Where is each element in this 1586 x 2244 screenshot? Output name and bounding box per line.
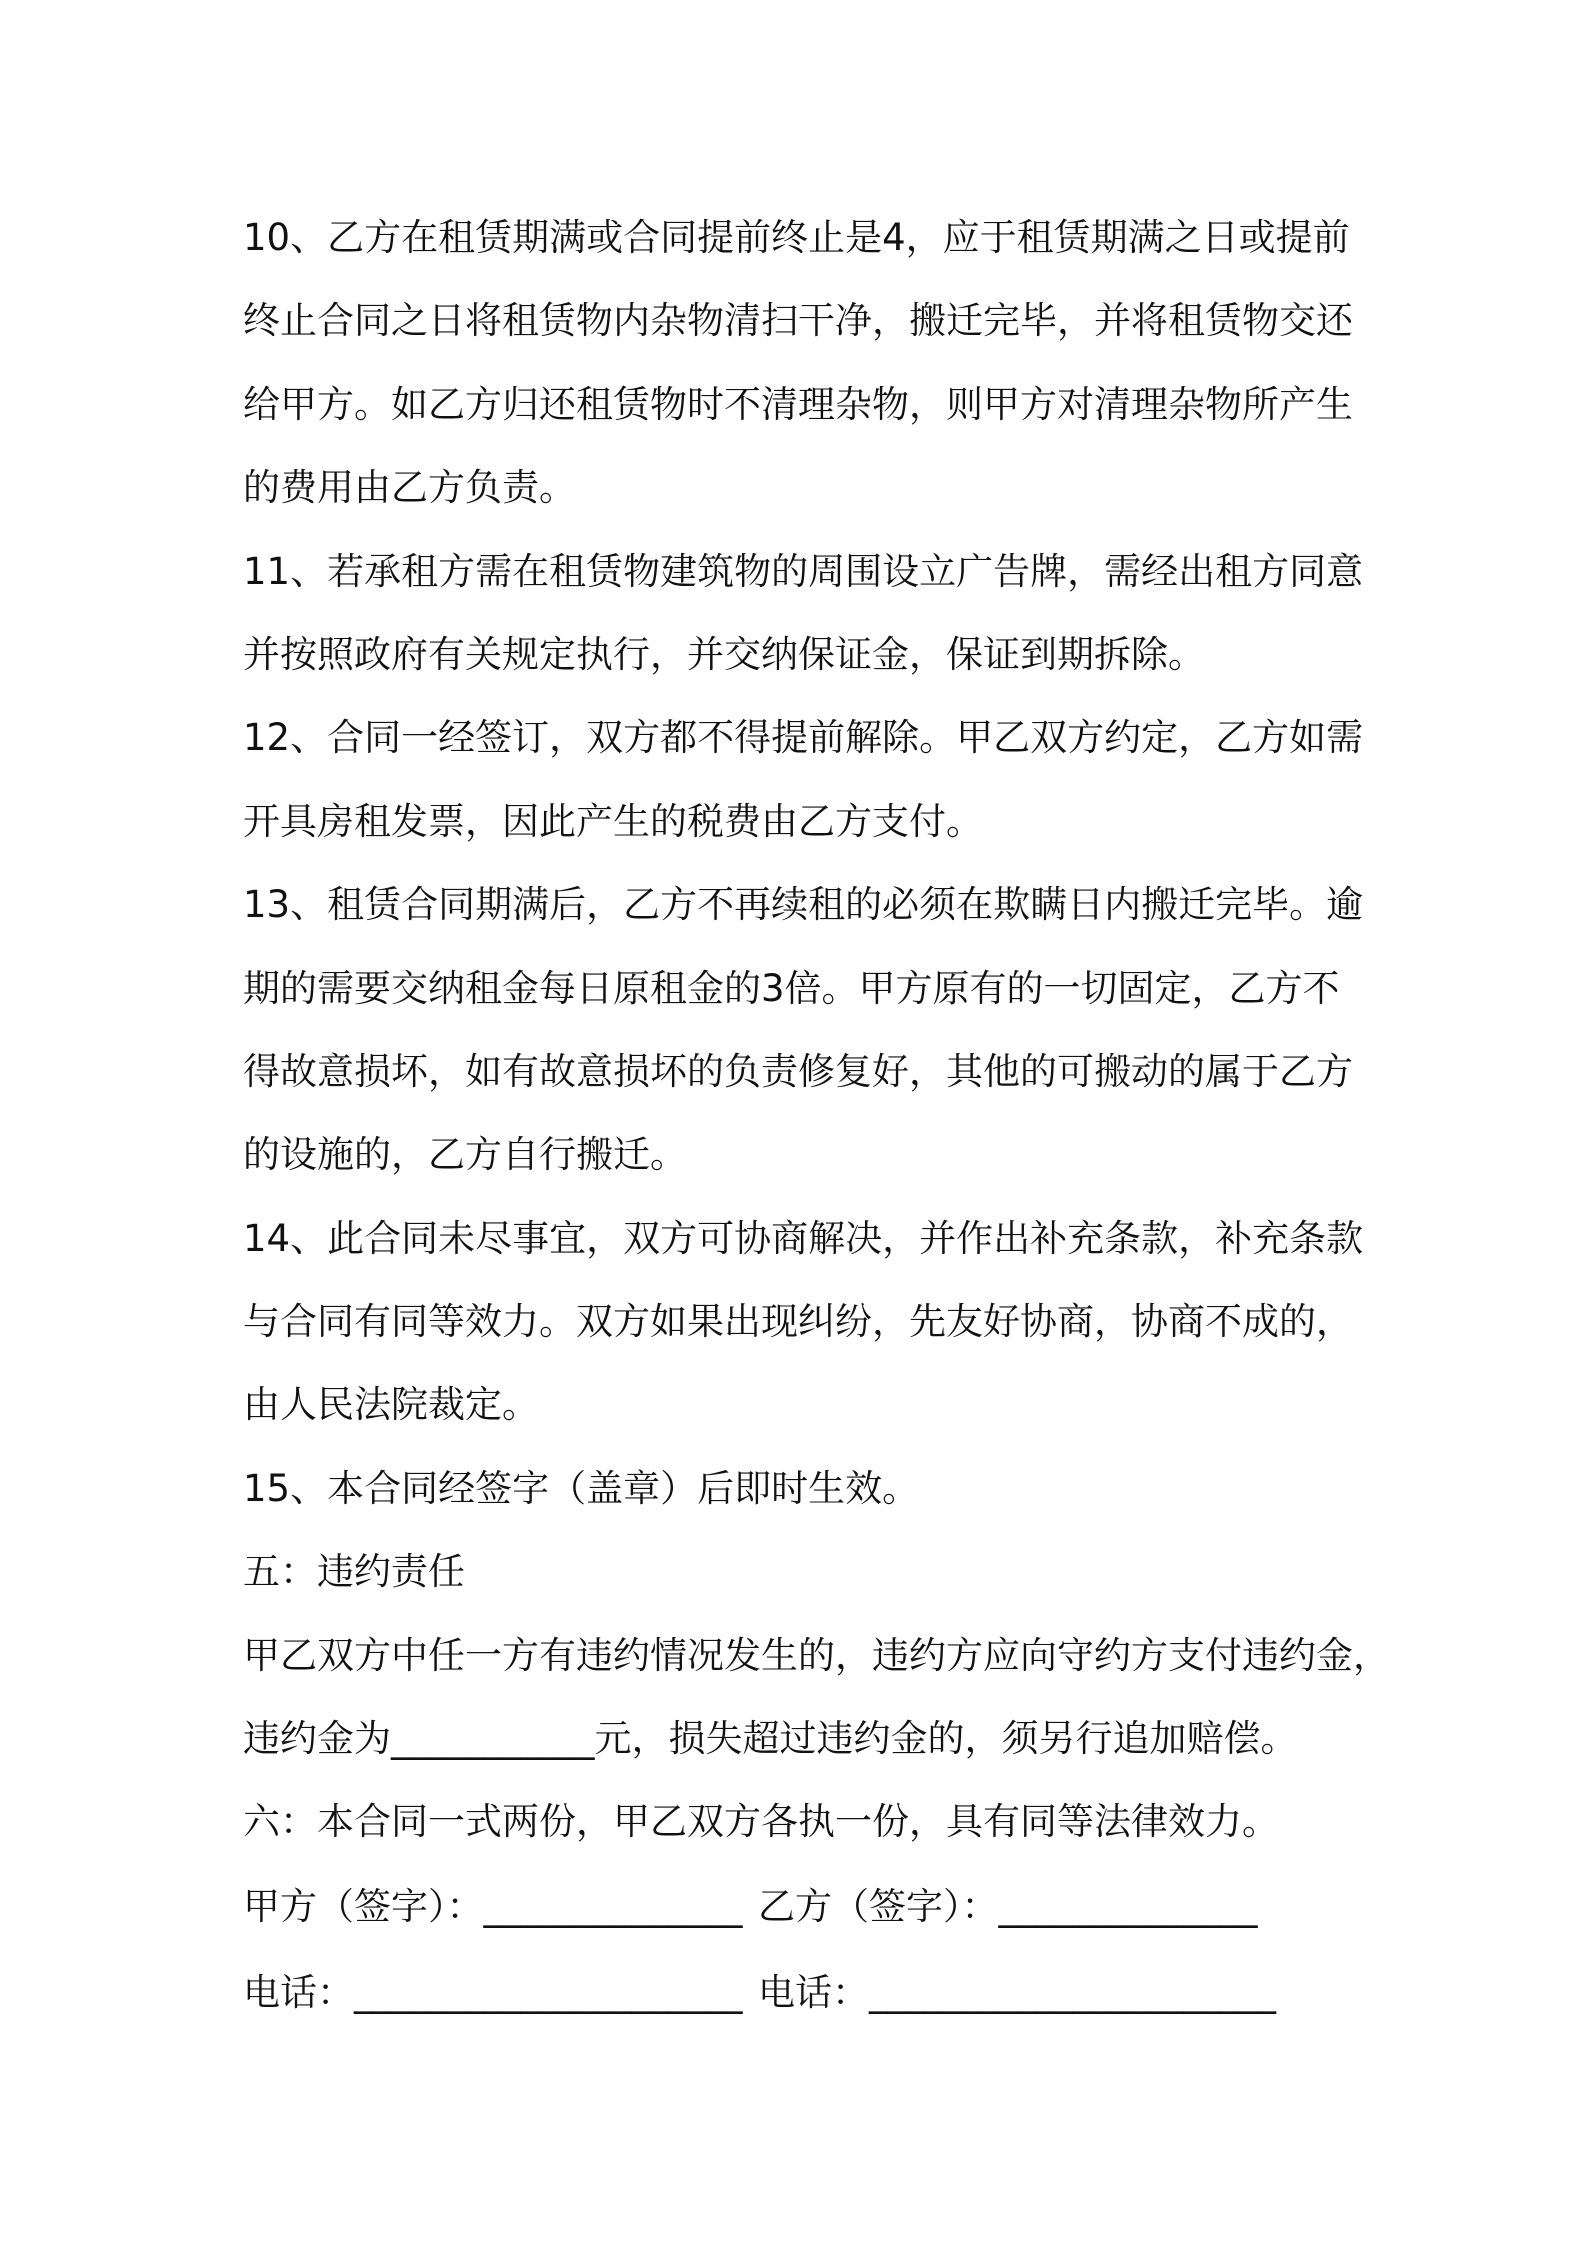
- section-5-heading: 五：违约责任: [243, 1550, 465, 1594]
- clause-15-line-1: 15、本合同经签字（盖章）后即时生效。: [243, 1466, 920, 1510]
- clause-13-line-4: 的设施的，乙方自行搬迁。: [243, 1133, 687, 1177]
- penalty-line-1: 甲乙双方中任一方有违约情况发生的，违约方应向守约方支付违约金，: [243, 1633, 1390, 1677]
- phone-row: [243, 1950, 1383, 2036]
- clause-10-line-1: 10、乙方在租赁期满或合同提前终止是4，应于租赁期满之日或提前: [243, 216, 1350, 259]
- party-b-phone: 电话：______________________: [758, 1970, 1276, 2014]
- clause-10-line-2: 终止合同之日将租赁物内杂物清扫干净，搬迁完毕，并将租赁物交还: [243, 299, 1353, 343]
- party-b-signature: 乙方（签字）：______________: [758, 1884, 1258, 1928]
- clause-14-line-1: 14、此合同未尽事宜，双方可协商解决，并作出补充条款，补充条款: [243, 1216, 1364, 1260]
- party-a-signature: 甲方（签字）：______________: [243, 1884, 743, 1928]
- clause-13-line-3: 得故意损坏，如有故意损坏的负责修复好，其他的可搬动的属于乙方: [243, 1049, 1353, 1093]
- clause-10-line-3: 给甲方。如乙方归还租赁物时不清理杂物，则甲方对清理杂物所产生: [243, 382, 1353, 426]
- contract-page: [243, 196, 1390, 2036]
- clause-11-line-1: 11、若承租方需在租赁物建筑物的周围设立广告牌，需经出租方同意: [243, 549, 1364, 593]
- clause-14-line-3: 由人民法院裁定。: [243, 1383, 539, 1427]
- clause-12-line-1: 12、合同一经签订，双方都不得提前解除。甲乙双方约定，乙方如需: [243, 716, 1364, 760]
- clause-13-line-1: 13、租赁合同期满后，乙方不再续租的必须在欺瞒日内搬迁完毕。逾: [243, 883, 1364, 927]
- section-6-line: 六：本合同一式两份，甲乙双方各执一份，具有同等法律效力。: [243, 1800, 1279, 1844]
- penalty-line-2: 违约金为___________元，损失超过违约金的，须另行追加赔偿。: [243, 1717, 1298, 1761]
- signature-row: [243, 1864, 1383, 1950]
- clause-10-line-4: 的费用由乙方负责。: [243, 466, 576, 510]
- party-a-phone: 电话：_____________________: [243, 1970, 743, 2014]
- clause-11-line-2: 并按照政府有关规定执行，并交纳保证金，保证到期拆除。: [243, 632, 1205, 676]
- clause-14-line-2: 与合同有同等效力。双方如果出现纠纷，先友好协商，协商不成的，: [243, 1300, 1353, 1344]
- clause-13-line-2: 期的需要交纳租金每日原租金的3倍。甲方原有的一切固定，乙方不: [243, 966, 1340, 1010]
- clause-12-line-2: 开具房租发票，因此产生的税费由乙方支付。: [243, 799, 983, 843]
